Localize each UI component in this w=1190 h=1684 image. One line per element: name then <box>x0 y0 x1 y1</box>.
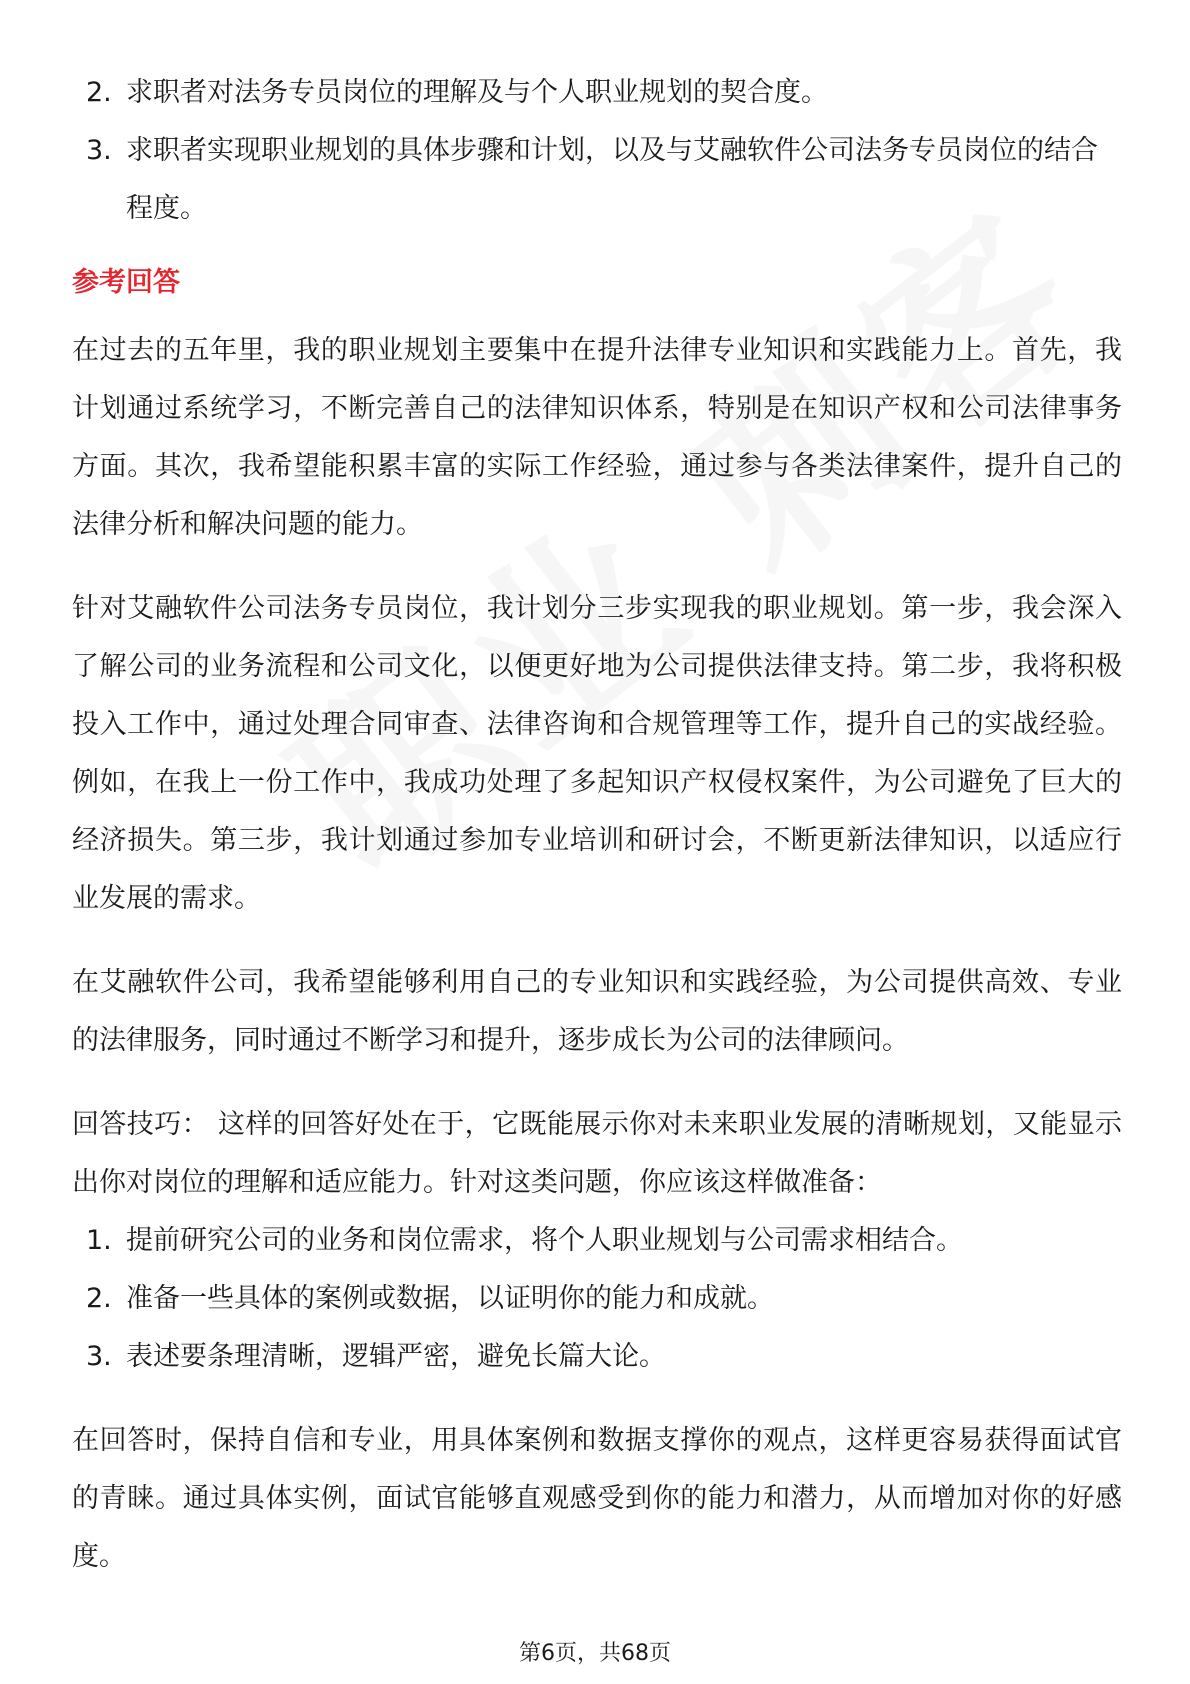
list-item-text: 求职者实现职业规划的具体步骤和计划，以及与艾融软件公司法务专员岗位的结合程度。 <box>126 135 1098 224</box>
list-item <box>72 1270 1122 1328</box>
list-item-number: 2. <box>86 77 112 108</box>
answer-paragraph-3: 在艾融软件公司，我希望能够利用自己的专业知识和实践经验，为公司提供高效、专业的法律服务，同时通过不断学习和提升，逐步成长为公司的法律顾问。 <box>72 967 1122 1056</box>
page-content <box>72 64 1122 1586</box>
list-item-text: 准备一些具体的案例或数据，以证明你的能力和成就。 <box>126 1283 774 1314</box>
list-item-text: 表述要条理清晰，逻辑严密，避免长篇大论。 <box>126 1341 666 1372</box>
tips-numbered-list <box>72 1212 1122 1386</box>
list-item-number: 3. <box>86 1341 112 1372</box>
tips-intro-paragraph: 回答技巧： 这样的回答好处在于，它既能展示你对未来职业发展的清晰规划，又能显示出你对岗位的理解和适应能力。针对这类问题，你应该这样做准备： <box>72 1109 1122 1198</box>
list-item-number: 3. <box>86 135 112 166</box>
top-numbered-list <box>72 64 1122 238</box>
list-item <box>72 1212 1122 1270</box>
list-item-text: 提前研究公司的业务和岗位需求，将个人职业规划与公司需求相结合。 <box>126 1225 963 1256</box>
list-item <box>72 1328 1122 1386</box>
list-item <box>72 64 1122 122</box>
list-item-text: 求职者对法务专员岗位的理解及与个人职业规划的契合度。 <box>126 77 828 108</box>
closing-paragraph: 在回答时，保持自信和专业，用具体案例和数据支撑你的观点，这样更容易获得面试官的青睐。通过具体实例，面试官能够直观感受到你的能力和潜力，从而增加对你的好感度。 <box>72 1425 1122 1572</box>
answer-paragraph-2: 针对艾融软件公司法务专员岗位，我计划分三步实现我的职业规划。第一步，我会深入了解公司的业务流程和公司文化，以便更好地为公司提供法律支持。第二步，我将积极投入工作中，通过处理合同审查、法律咨询和合规管理等工作，提升自己的实战经验。例如，在我上一份工作中，我成功处理了多起知识产权侵权案件，为公司避免了巨大的经济损失。第三步，我计划通过参加专业培训和研讨会，不断更新法律知识，以适应行业发展的需求。 <box>72 593 1122 914</box>
list-item <box>72 122 1122 238</box>
page-footer: 第6页，共68页 <box>519 1641 671 1666</box>
list-item-number: 2. <box>86 1283 112 1314</box>
list-item-number: 1. <box>86 1225 112 1256</box>
answer-paragraph-1: 在过去的五年里，我的职业规划主要集中在提升法律专业知识和实践能力上。首先，我计划通过系统学习，不断完善自己的法律知识体系，特别是在知识产权和公司法律事务方面。其次，我希望能积累丰富的实际工作经验，通过参与各类法律案件，提升自己的法律分析和解决问题的能力。 <box>72 335 1122 540</box>
section-title: 参考回答 <box>72 267 180 298</box>
